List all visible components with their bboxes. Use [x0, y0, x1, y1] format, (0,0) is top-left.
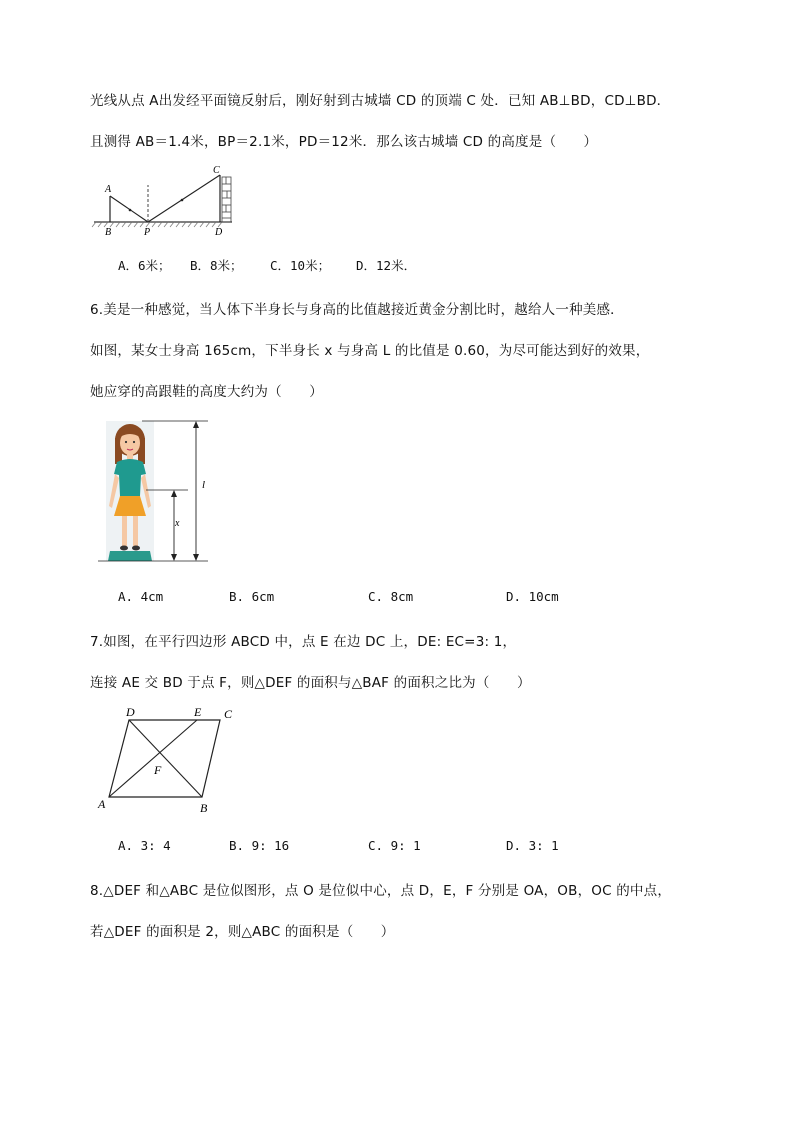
q6-label-x: x — [175, 518, 180, 529]
q5-option-c[interactable]: C．10米； — [270, 258, 331, 273]
q5-option-d[interactable]: D．12米． — [356, 258, 417, 273]
q7-label-b: B — [200, 801, 208, 815]
q5-label-c: C — [213, 165, 220, 176]
q5-label-b: B — [105, 227, 112, 238]
q5-label-p: P — [144, 227, 151, 238]
q6-text-line2: 如图，某女士身高 165cm，下半身长 x 与身高 L 的比值是 0.60，为尽可能达到好的效果， — [90, 343, 650, 359]
q6-option-d[interactable]: D. 10cm — [506, 589, 559, 604]
q6-label-l: l — [202, 479, 206, 491]
q8-text-line2: 若△DEF 的面积是 2，则△ABC 的面积是（ ） — [90, 924, 395, 940]
q6-text-line1: 6.美是一种感觉，当人体下半身长与身高的比值越接近黄金分割比时，越给人一种美感． — [90, 302, 624, 318]
q7-label-a: A — [98, 797, 106, 811]
q7-option-d[interactable]: D. 3: 1 — [506, 838, 559, 853]
q5-label-d: D — [215, 227, 223, 238]
q7-option-a[interactable]: A. 3: 4 — [118, 838, 171, 853]
q7-option-b[interactable]: B. 9: 16 — [229, 838, 290, 853]
q6-option-a[interactable]: A. 4cm — [118, 589, 164, 604]
q5-label-a: A — [105, 184, 112, 195]
q5-option-b[interactable]: B．8米； — [190, 258, 243, 273]
q7-parallelogram-figure — [92, 702, 242, 820]
q5-option-a[interactable]: A．6米； — [118, 258, 171, 273]
q5-text-line2: 且测得 AB＝1.4米，BP＝2.1米，PD＝12米．那么该古城墙 CD 的高度是（ ） — [90, 134, 598, 150]
q6-option-c[interactable]: C. 8cm — [368, 589, 414, 604]
q5-text-line1: 光线从点 A出发经平面镜反射后，刚好射到古城墙 CD 的顶端 C 处．已知 AB⊥BD，CD⊥BD． — [90, 93, 671, 109]
q7-label-c: C — [224, 707, 233, 721]
q7-text-line2: 连接 AE 交 BD 于点 F，则△DEF 的面积与△BAF 的面积之比为（ ） — [90, 675, 531, 691]
q8-text-line1: 8.△DEF 和△ABC 是位似图形，点 O 是位似中心，点 D，E，F 分别是 OA，OB，OC 的中点， — [90, 883, 672, 899]
q5-mirror-figure — [90, 160, 250, 240]
q7-option-c[interactable]: C. 9: 1 — [368, 838, 421, 853]
q6-text-line3: 她应穿的高跟鞋的高度大约为（ ） — [90, 384, 323, 400]
q6-option-b[interactable]: B. 6cm — [229, 589, 275, 604]
q7-label-f: F — [154, 763, 162, 777]
q7-label-e: E — [194, 705, 202, 719]
q6-woman-figure — [96, 418, 222, 564]
q7-text-line1: 7.如图，在平行四边形 ABCD 中，点 E 在边 DC 上，DE: EC=3: 1， — [90, 634, 517, 650]
q7-label-d: D — [126, 705, 135, 719]
